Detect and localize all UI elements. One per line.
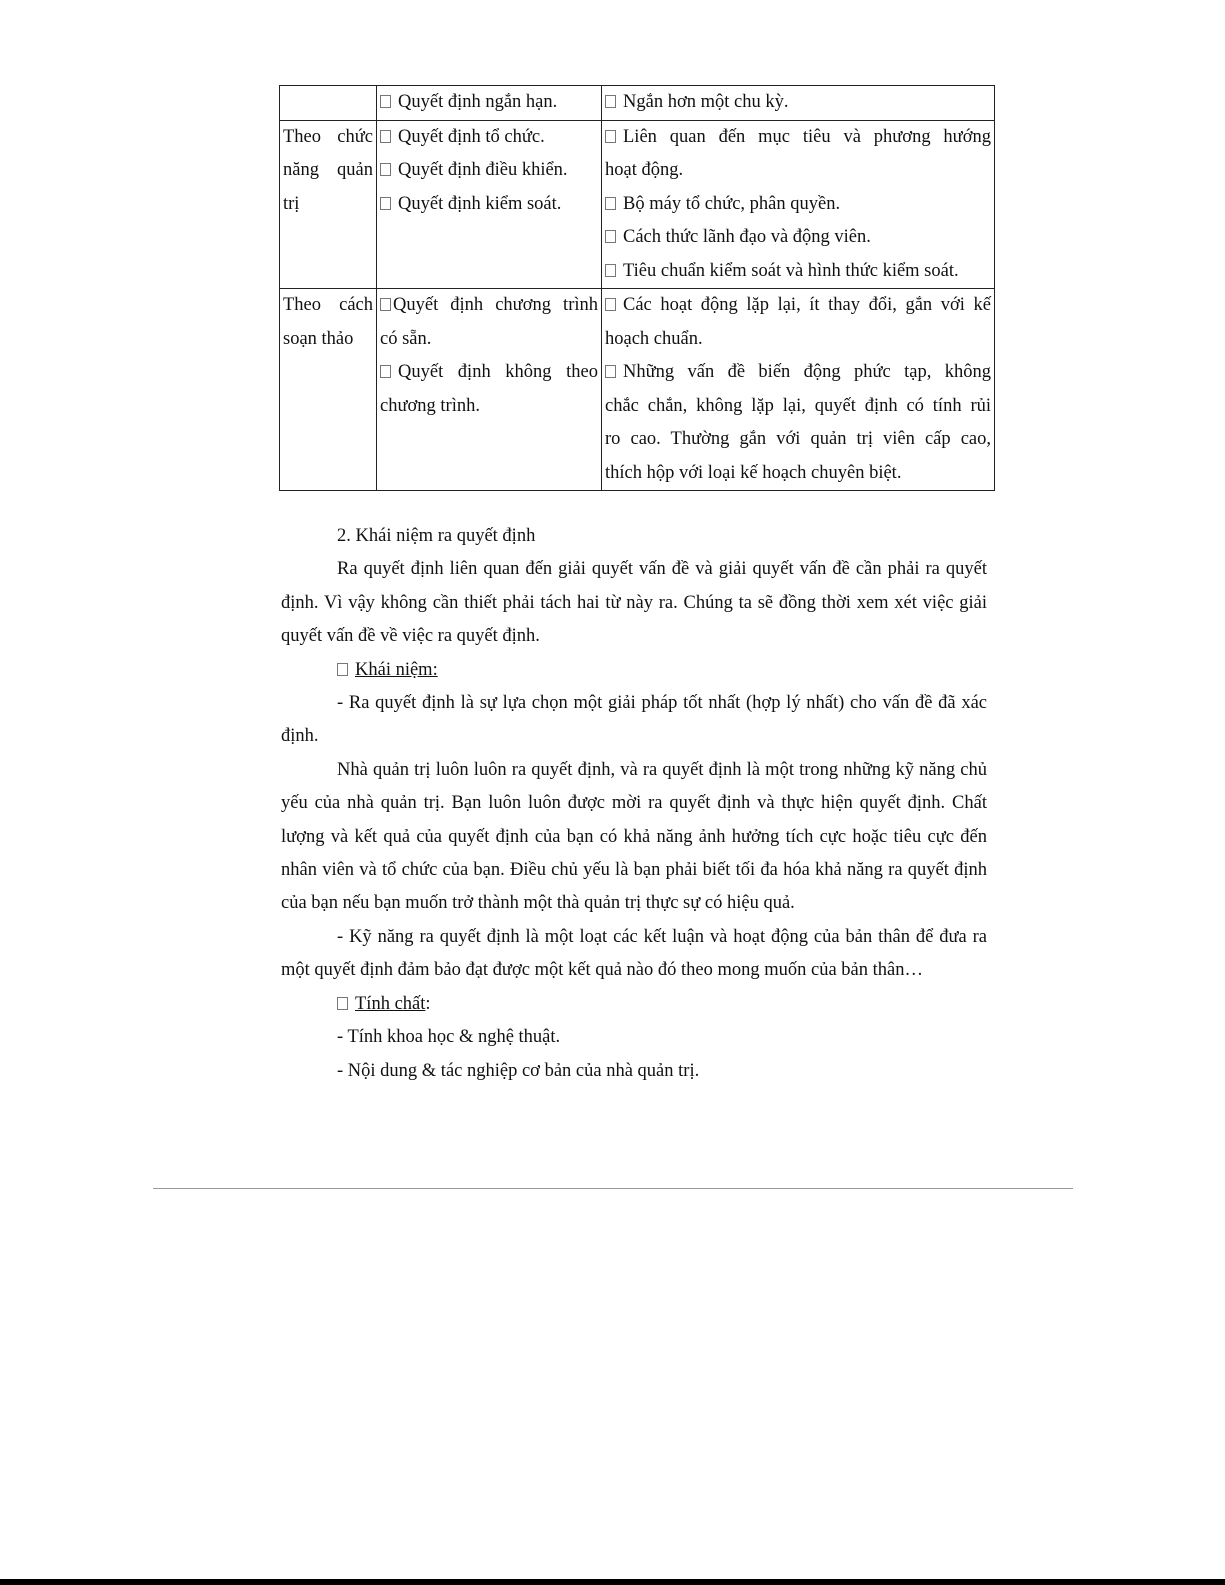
concept-heading [281,654,987,687]
table-row [280,120,995,289]
description-item: hoạt động. [605,160,684,180]
square-bullet-icon [337,997,348,1010]
bottom-bar [0,1579,1225,1585]
page-divider [153,1188,1073,1189]
paragraph: - Nội dung & tác nghiệp cơ bản của nhà quản trị. [337,1060,700,1081]
body-text [281,520,987,1088]
square-bullet-icon [380,163,391,176]
description-item: thích hộp với loại kế hoạch chuyên biệt. [605,462,902,483]
square-bullet-icon [605,95,616,108]
type-item: chương trình. [380,395,480,416]
paragraph: Ra quyết định liên quan đến giải quyết vấn đề và giải quyết vấn đề cần phải ra quyết định. Vì vậy không cần thiết phải tách hai từ này ra. Chúng ta sẽ đồng thời xem xét việc giải quyết vấn đề về việc ra quyết định. [281,559,987,647]
criterion-line: Theo cách [283,295,373,315]
paragraph: Nhà quản trị luôn luôn ra quyết định, và ra quyết định là một trong những kỹ năng chủ yếu của nhà quản trị. Bạn luôn luôn được mời ra quyết định và thực hiện quyết định. Chất lượng và kết quả của quyết định của bạn có khả năng ảnh hưởng tích cực hoặc tiêu cực đến nhân viên và tổ chức của bạn. Điều chủ yếu là bạn phải biết tối đa hóa khả năng ra quyết định của bạn nếu bạn muốn trở thành một thà quản trị thực sự có hiệu quả. [281,759,987,914]
square-bullet-icon [605,130,616,143]
description-item: hoạch chuẩn. [605,328,703,349]
square-bullet-icon [605,264,616,277]
concept-label: Khái niệm: [355,659,438,680]
criterion-line: trị [283,193,300,214]
description-item: Các hoạt động lặp lại, ít thay đổi, gắn với kế [623,295,991,315]
paragraph: - Tính khoa học & nghệ thuật. [337,1027,561,1048]
description-item: Bộ máy tổ chức, phân quyền. [623,193,841,214]
types-cell [377,86,602,121]
type-item: Quyết định kiểm soát. [398,193,562,214]
paragraph: - Ra quyết định là sự lựa chọn một giải pháp tốt nhất (hợp lý nhất) cho vấn đề đã xác định. [281,693,987,747]
square-bullet-icon [380,95,391,108]
description-item: Ngắn hơn một chu kỳ. [623,92,789,112]
square-bullet-icon [605,197,616,210]
square-bullet-icon [605,298,616,311]
description-cell [602,289,995,491]
description-item: ro cao. Thường gắn với quản trị viên cấp cao, [605,429,991,449]
description-item: Liên quan đến mục tiêu và phương hướng [623,126,991,147]
type-item: Quyết định ngắn hạn. [398,92,558,112]
types-cell [377,289,602,491]
description-item: Cách thức lãnh đạo và động viên. [623,227,871,247]
types-cell [377,120,602,289]
criterion-line: năng quản [283,160,373,180]
table-row [280,289,995,491]
type-item: Quyết định chương trình [393,295,598,315]
type-item: có sẵn. [380,328,432,349]
description-cell [602,86,995,121]
nature-colon: : [425,993,431,1014]
square-bullet-icon [337,663,348,676]
decision-types-table [279,85,995,491]
type-item: Quyết định tổ chức. [398,126,545,147]
square-bullet-icon [380,365,391,378]
square-bullet-icon [380,298,391,311]
criterion-cell [280,289,377,491]
type-item: Quyết định điều khiển. [398,160,568,180]
description-cell [602,120,995,289]
criterion-line: Theo chức [283,126,373,147]
square-bullet-icon [605,365,616,378]
nature-label: Tính chất [355,993,426,1014]
description-item: Tiêu chuẩn kiểm soát và hình thức kiểm soát. [623,260,959,281]
table-row [280,86,995,121]
square-bullet-icon [380,197,391,210]
square-bullet-icon [380,130,391,143]
description-item: Những vấn đề biến động phức tạp, không [623,362,991,382]
criterion-cell [280,86,377,121]
description-item: chắc chắn, không lặp lại, quyết định có tính rủi [605,395,991,416]
paragraph: - Kỹ năng ra quyết định là một loạt các kết luận và hoạt động của bản thân để đưa ra một quyết định đảm bảo đạt được một kết quả nào đó theo mong muốn của bản thân… [281,926,987,981]
section-heading: 2. Khái niệm ra quyết định [337,526,536,546]
type-item: Quyết định không theo [398,362,598,382]
square-bullet-icon [605,230,616,243]
criterion-line: soạn thảo [283,328,354,349]
criterion-cell [280,120,377,289]
nature-heading [281,988,987,1021]
